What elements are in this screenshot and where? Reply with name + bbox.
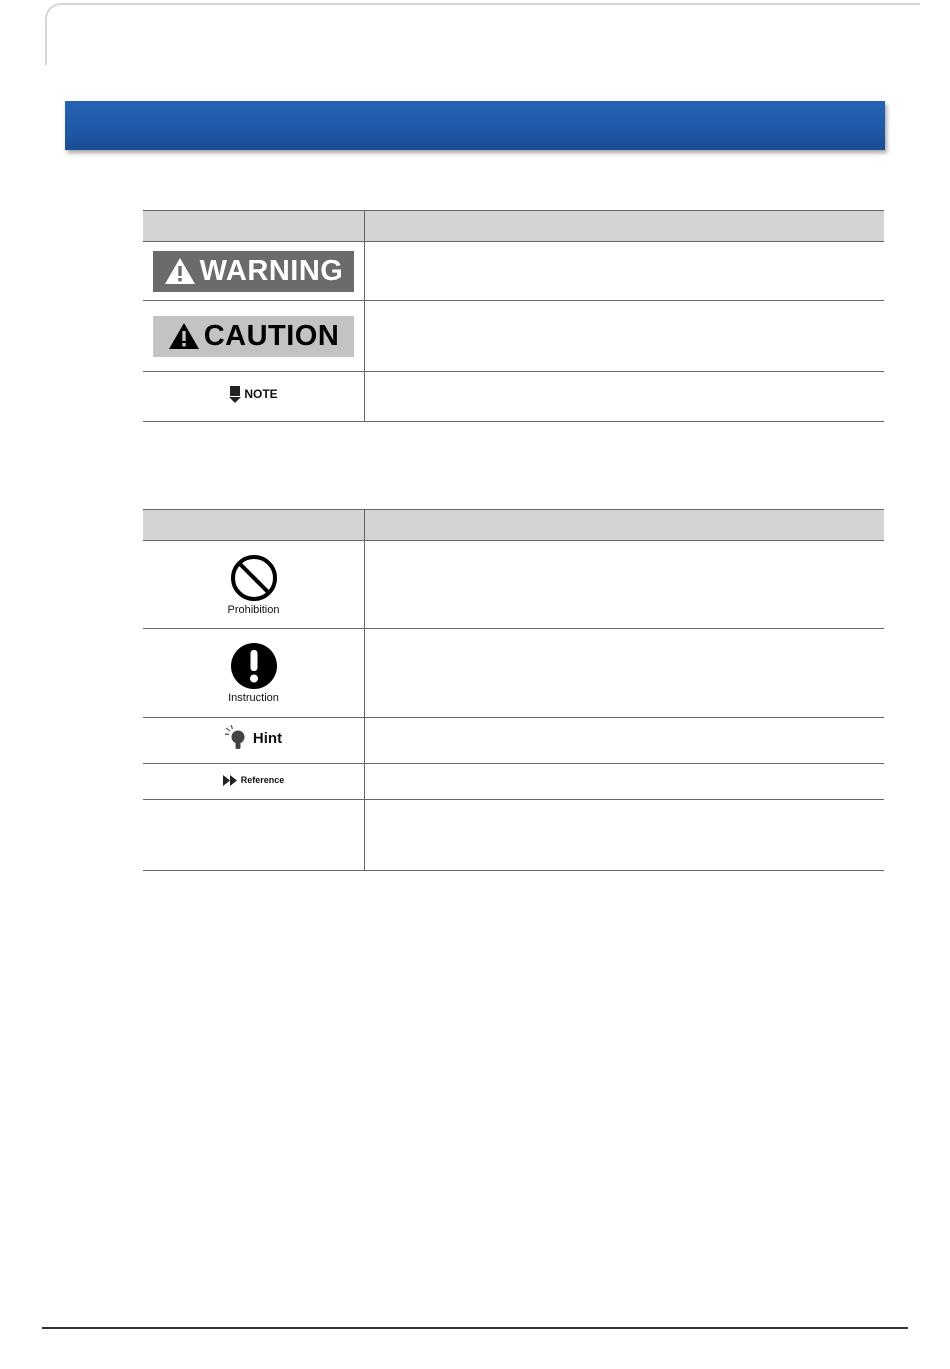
meaning-cell	[365, 372, 885, 422]
table-row	[143, 764, 884, 800]
reference-text: Reference	[240, 775, 285, 785]
table-row	[143, 800, 884, 871]
header-cell-meaning	[365, 211, 885, 242]
warning-label	[153, 251, 354, 292]
reference-label	[223, 775, 285, 786]
footer-rule	[42, 1327, 908, 1329]
note-label	[229, 386, 277, 403]
symbol-cell	[143, 301, 365, 372]
symbol-cell	[143, 242, 365, 301]
symbol-cell	[143, 800, 365, 871]
caution-text: CAUTION	[203, 319, 340, 352]
header-cell-meaning	[365, 510, 885, 541]
meaning-cell	[365, 242, 885, 301]
instruction-caption: Instruction	[228, 692, 279, 704]
signal-word-table	[143, 210, 884, 422]
table-header-row	[143, 211, 884, 242]
note-pencil-icon	[229, 386, 241, 403]
instruction-icon	[230, 642, 278, 690]
table-row	[143, 242, 884, 301]
section-title-bar	[65, 101, 885, 150]
meaning-cell	[365, 301, 885, 372]
meaning-cell	[365, 541, 885, 629]
table-row	[143, 718, 884, 764]
meaning-cell	[365, 800, 885, 871]
warning-text: WARNING	[199, 254, 344, 287]
warning-triangle-icon	[164, 257, 196, 285]
note-text: NOTE	[244, 387, 278, 401]
meaning-cell	[365, 764, 885, 800]
symbol-cell	[143, 372, 365, 422]
table-row	[143, 372, 884, 422]
page-frame	[45, 3, 920, 65]
table-header-row	[143, 510, 884, 541]
double-arrow-icon	[223, 775, 237, 786]
symbol-table	[143, 509, 884, 871]
symbol-cell	[143, 718, 365, 764]
meaning-cell	[365, 718, 885, 764]
prohibition-icon	[230, 554, 278, 602]
header-cell-symbol	[143, 510, 365, 541]
lightbulb-icon	[225, 725, 247, 751]
table-row	[143, 541, 884, 629]
caution-triangle-icon	[168, 322, 200, 350]
symbol-cell	[143, 541, 365, 629]
table-row	[143, 301, 884, 372]
symbol-cell	[143, 764, 365, 800]
hint-text: Hint	[252, 729, 283, 747]
table-row	[143, 629, 884, 718]
caution-label	[153, 316, 354, 357]
prohibition-caption: Prohibition	[227, 603, 280, 616]
meaning-cell	[365, 629, 885, 718]
hint-label	[225, 725, 282, 751]
symbol-cell	[143, 629, 365, 718]
header-cell-symbol	[143, 211, 365, 242]
